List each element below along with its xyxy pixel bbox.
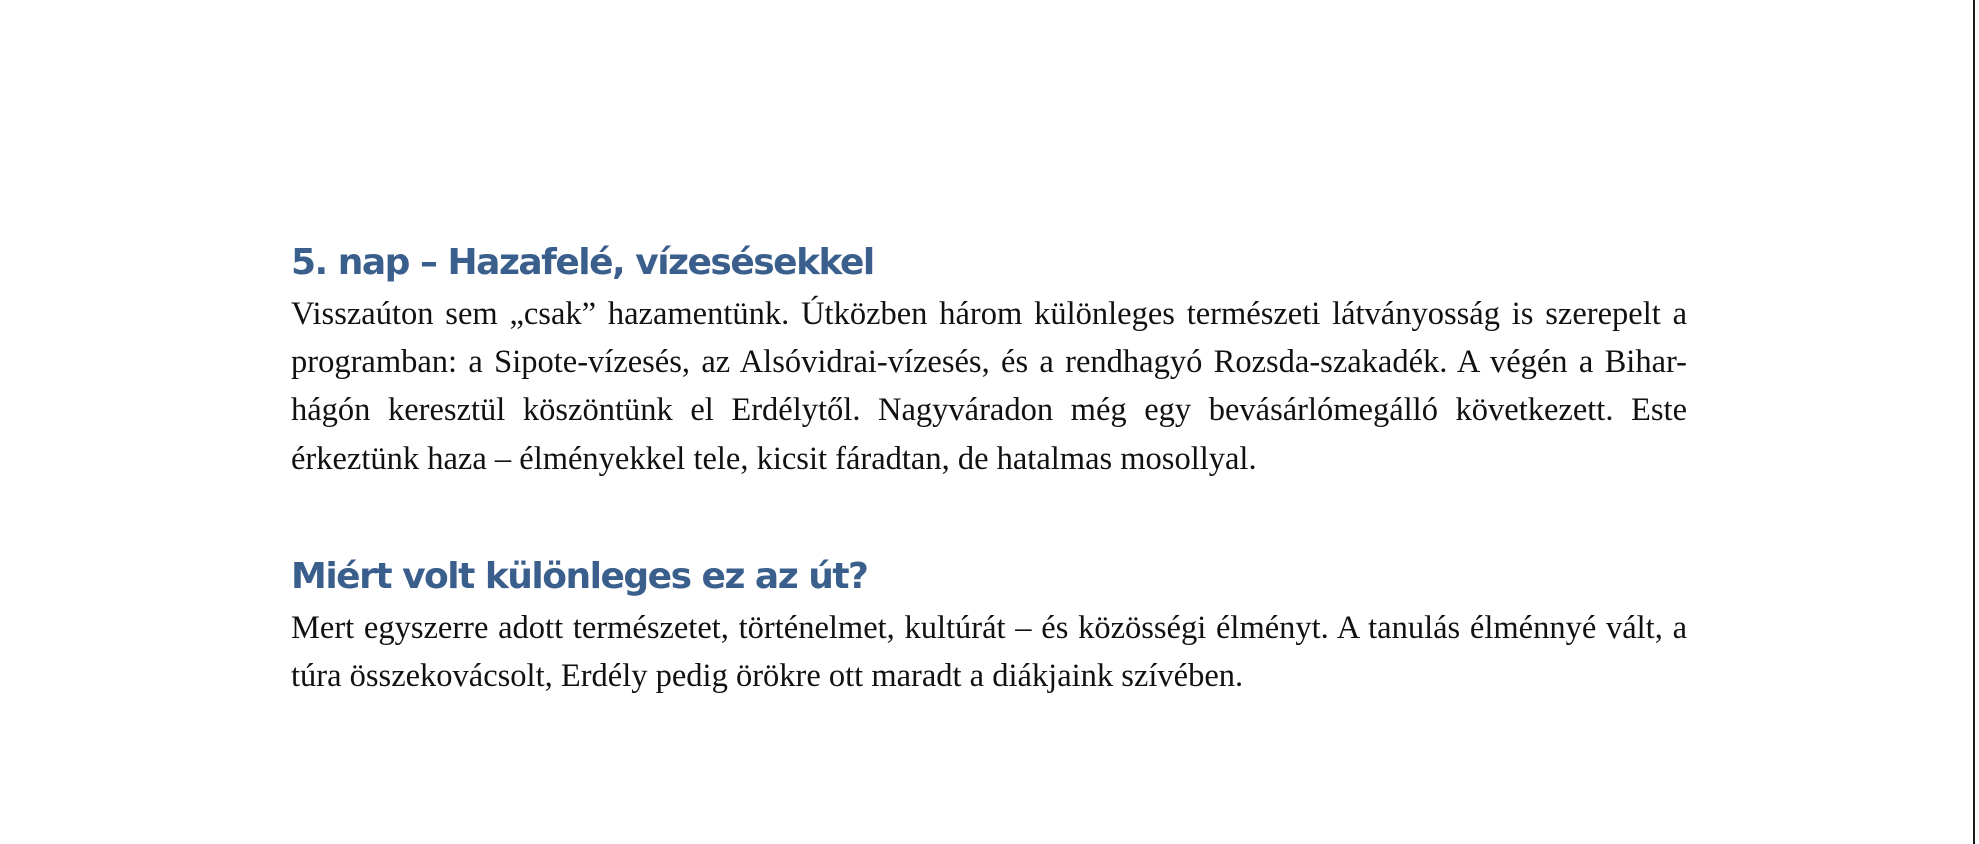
section-why-special — [291, 550, 1687, 700]
section-heading-why-special: Miért volt különleges ez az út? — [291, 555, 868, 597]
document-content — [291, 236, 1687, 700]
section-paragraph-why-special: Mert egyszerre adott természetet, történelmet, kultúrát – és közösségi élményt. A tanulás élménnyé vált, a túra összekovácsolt, Erdély pedig örökre ott maradt a diákjaink szívében. — [291, 609, 1687, 695]
section-paragraph-day-5: Visszaúton sem „csak” hazamentünk. Útközben három különleges természeti látványosság is szerepelt a programban: a Sipote-vízesés, az Alsóvidrai-vízesés, és a rendhagyó Rozsda-szakadék. A végén a Bihar-hágón keresztül köszöntünk el Erdélytől. Nagyváradon még egy bevásárlómegálló következett. Este érkeztünk haza – élményekkel tele, kicsit fáradtan, de hatalmas mosollyal. — [291, 296, 1687, 477]
section-heading-day-5: 5. nap – Hazafelé, vízesésekkel — [291, 242, 874, 283]
page-border-line — [1973, 0, 1975, 844]
section-day-5 — [291, 236, 1687, 483]
